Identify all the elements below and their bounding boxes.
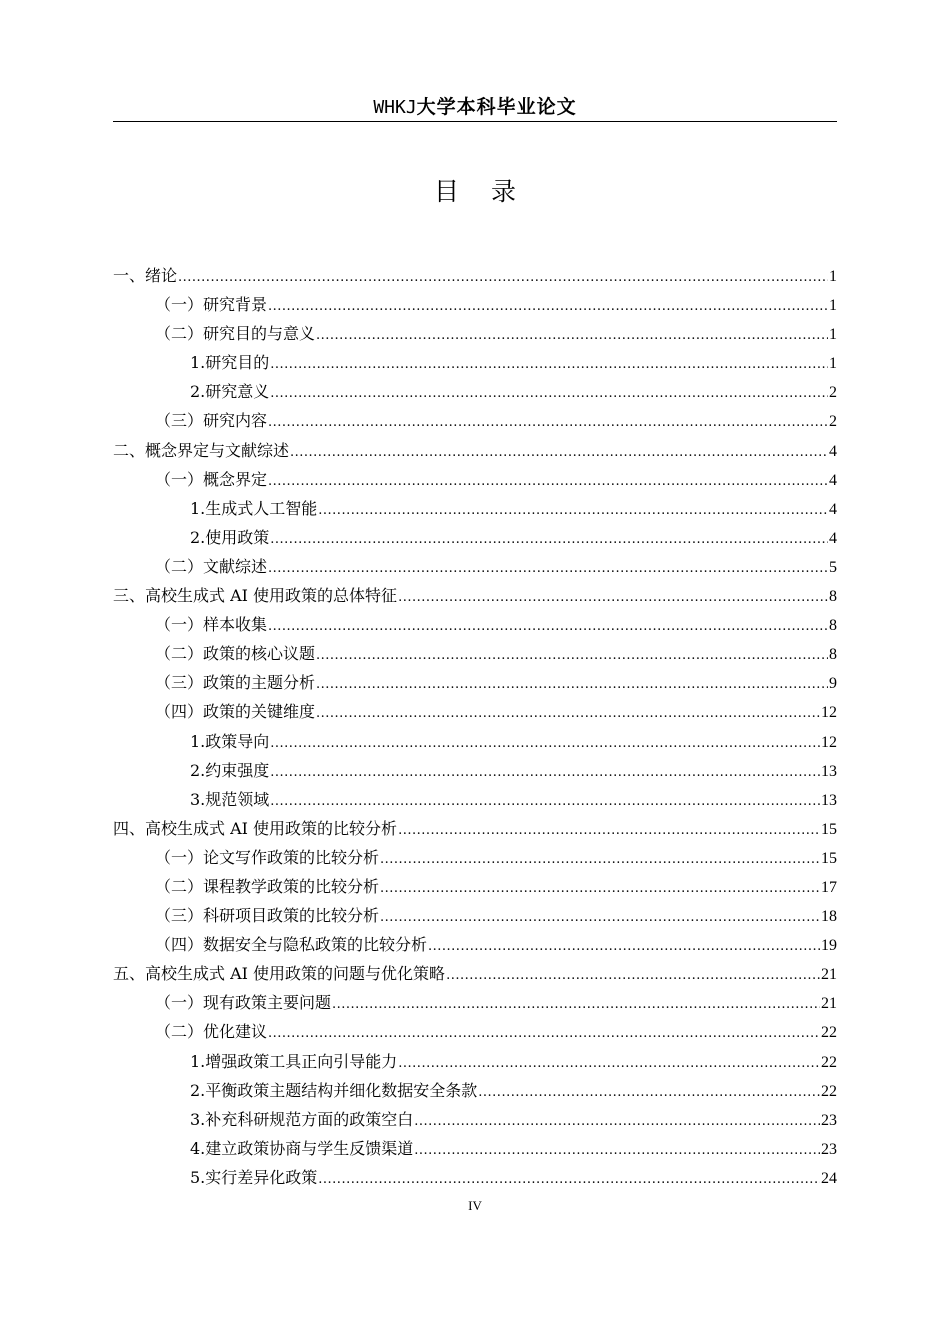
- toc-entry[interactable]: [113, 610, 837, 639]
- toc-entry[interactable]: [113, 523, 837, 552]
- toc-dot-leader: [478, 1078, 820, 1107]
- toc-entry-page: 2: [829, 413, 837, 431]
- toc-dot-leader: [270, 350, 828, 379]
- toc-entry-page: 22: [821, 1082, 837, 1100]
- toc-dot-leader: [268, 1019, 820, 1048]
- toc-entry[interactable]: [113, 988, 837, 1017]
- toc-title: 目 录: [434, 177, 528, 206]
- toc-dot-leader: [268, 612, 828, 641]
- toc-entry[interactable]: [113, 1076, 837, 1105]
- toc-entry-label: 2.平衡政策主题结构并细化数据安全条款: [190, 1080, 478, 1100]
- toc-entry-page: 4: [829, 471, 837, 489]
- toc-entry-page: 22: [821, 1053, 837, 1071]
- toc-entry[interactable]: [113, 668, 837, 697]
- toc-entry-page: 12: [821, 704, 837, 722]
- toc-entry-label: 二、概念界定与文献综述: [113, 440, 290, 460]
- header-thesis-label: 大学本科毕业论文: [416, 96, 577, 118]
- toc-entry-label: （二）政策的核心议题: [155, 644, 316, 664]
- toc-dot-leader: [316, 641, 828, 670]
- toc-entry-label: （二）研究目的与意义: [155, 324, 316, 344]
- toc-dot-leader: [270, 787, 820, 816]
- table-of-contents: [113, 261, 837, 1192]
- toc-dot-leader: [380, 845, 820, 874]
- toc-dot-leader: [268, 554, 828, 583]
- toc-entry-page: 9: [829, 675, 837, 693]
- toc-entry[interactable]: [113, 901, 837, 930]
- toc-dot-leader: [316, 670, 828, 699]
- toc-entry-page: 22: [821, 1024, 837, 1042]
- toc-entry[interactable]: [113, 1017, 837, 1046]
- toc-entry-page: 12: [821, 733, 837, 751]
- toc-entry-label: 1.政策导向: [190, 731, 270, 751]
- toc-entry-label: 1.研究目的: [190, 353, 270, 373]
- toc-entry-label: （二）课程教学政策的比较分析: [155, 876, 380, 896]
- toc-entry[interactable]: [113, 1163, 837, 1192]
- toc-dot-leader: [316, 321, 828, 350]
- toc-dot-leader: [270, 379, 828, 408]
- toc-dot-leader: [178, 263, 828, 292]
- toc-entry-page: 8: [829, 646, 837, 664]
- toc-entry-label: 1.生成式人工智能: [190, 498, 318, 518]
- toc-entry-page: 4: [829, 529, 837, 547]
- toc-entry-label: 一、绪论: [113, 266, 178, 285]
- toc-entry-page: 23: [821, 1140, 837, 1158]
- toc-entry[interactable]: [113, 1134, 837, 1163]
- toc-entry[interactable]: [113, 814, 837, 843]
- toc-entry[interactable]: [113, 727, 837, 756]
- toc-entry-page: 21: [821, 966, 837, 984]
- toc-dot-leader: [268, 467, 828, 496]
- toc-entry-page: 8: [829, 617, 837, 635]
- page-number: IV: [468, 1198, 482, 1213]
- toc-dot-leader: [268, 408, 828, 437]
- toc-entry[interactable]: [113, 319, 837, 348]
- toc-entry-page: 13: [821, 791, 837, 809]
- toc-dot-leader: [270, 758, 820, 787]
- toc-dot-leader: [398, 1049, 820, 1078]
- toc-entry-label: 2.约束强度: [190, 760, 270, 780]
- toc-entry-page: 1: [829, 326, 837, 344]
- toc-entry-label: （一）现有政策主要问题: [155, 993, 332, 1013]
- toc-entry-label: （三）科研项目政策的比较分析: [155, 906, 380, 926]
- toc-entry-label: （四）政策的关键维度: [155, 702, 316, 722]
- toc-dot-leader: [268, 292, 828, 321]
- toc-dot-leader: [318, 496, 828, 525]
- toc-entry[interactable]: [113, 436, 837, 465]
- toc-entry[interactable]: [113, 552, 837, 581]
- toc-entry-label: （一）研究背景: [155, 295, 268, 315]
- toc-entry-page: 1: [829, 297, 837, 315]
- toc-dot-leader: [270, 729, 820, 758]
- toc-entry[interactable]: [113, 494, 837, 523]
- toc-entry-page: 13: [821, 762, 837, 780]
- toc-entry-page: 1: [829, 268, 837, 285]
- toc-entry-page: 17: [821, 878, 837, 896]
- toc-dot-leader: [398, 816, 820, 845]
- toc-entry-label: （一）概念界定: [155, 469, 268, 489]
- toc-entry[interactable]: [113, 756, 837, 785]
- toc-entry-page: 15: [821, 849, 837, 867]
- toc-dot-leader: [446, 961, 820, 990]
- header-university-code: WHKJ: [373, 97, 417, 118]
- toc-dot-leader: [380, 874, 820, 903]
- toc-entry-page: 2: [829, 384, 837, 402]
- page-header: [113, 93, 837, 122]
- toc-entry-label: 2.研究意义: [190, 382, 270, 402]
- toc-entry-page: 23: [821, 1111, 837, 1129]
- toc-entry[interactable]: [113, 1105, 837, 1134]
- toc-entry[interactable]: [113, 930, 837, 959]
- toc-dot-leader: [318, 1165, 820, 1194]
- toc-dot-leader: [428, 932, 820, 961]
- toc-entry-label: （二）优化建议: [155, 1022, 268, 1042]
- toc-entry-page: 19: [821, 937, 837, 955]
- toc-dot-leader: [332, 990, 820, 1019]
- toc-entry[interactable]: [113, 872, 837, 901]
- toc-entry[interactable]: [113, 581, 837, 610]
- toc-dot-leader: [414, 1107, 820, 1136]
- toc-entry-label: 5.实行差异化政策: [190, 1167, 318, 1187]
- toc-entry[interactable]: [113, 697, 837, 726]
- toc-dot-leader: [414, 1136, 820, 1165]
- toc-dot-leader: [316, 699, 820, 728]
- toc-entry[interactable]: [113, 1047, 837, 1076]
- toc-entry-page: 24: [821, 1169, 837, 1187]
- toc-entry-label: 2.使用政策: [190, 527, 270, 547]
- toc-entry-label: 三、高校生成式 AI 使用政策的总体特征: [113, 586, 398, 606]
- toc-entry[interactable]: [113, 843, 837, 872]
- toc-entry[interactable]: [113, 377, 837, 406]
- toc-entry[interactable]: [113, 959, 837, 988]
- toc-dot-leader: [290, 438, 828, 467]
- toc-entry-label: （四）数据安全与隐私政策的比较分析: [155, 935, 428, 955]
- toc-entry[interactable]: [113, 785, 837, 814]
- toc-dot-leader: [270, 525, 828, 554]
- toc-entry-label: 4.建立政策协商与学生反馈渠道: [190, 1138, 414, 1158]
- toc-entry-page: 4: [829, 500, 837, 518]
- toc-entry[interactable]: [113, 406, 837, 435]
- toc-entry-label: （一）样本收集: [155, 615, 268, 635]
- toc-entry-label: 3.规范领域: [190, 789, 270, 809]
- toc-entry-page: 21: [821, 995, 837, 1013]
- toc-entry-label: 五、高校生成式 AI 使用政策的问题与优化策略: [113, 964, 446, 984]
- toc-entry-page: 8: [829, 588, 837, 606]
- toc-entry[interactable]: [113, 348, 837, 377]
- toc-entry-label: （二）文献综述: [155, 556, 268, 576]
- toc-entry-label: （一）论文写作政策的比较分析: [155, 847, 380, 867]
- toc-entry[interactable]: [113, 465, 837, 494]
- toc-entry-label: （三）政策的主题分析: [155, 673, 316, 693]
- toc-entry-label: 3.补充科研规范方面的政策空白: [190, 1109, 414, 1129]
- toc-entry-label: 1.增强政策工具正向引导能力: [190, 1051, 398, 1071]
- toc-entry-label: 四、高校生成式 AI 使用政策的比较分析: [113, 818, 398, 838]
- toc-entry-page: 5: [829, 558, 837, 576]
- toc-entry[interactable]: [113, 290, 837, 319]
- toc-entry-page: 4: [829, 442, 837, 460]
- toc-dot-leader: [398, 583, 828, 612]
- toc-entry-label: （三）研究内容: [155, 411, 268, 431]
- toc-dot-leader: [380, 903, 820, 932]
- toc-entry-page: 18: [821, 908, 837, 926]
- toc-entry-page: 15: [821, 820, 837, 838]
- toc-entry[interactable]: [113, 261, 837, 290]
- toc-entry[interactable]: [113, 639, 837, 668]
- toc-entry-page: 1: [829, 355, 837, 373]
